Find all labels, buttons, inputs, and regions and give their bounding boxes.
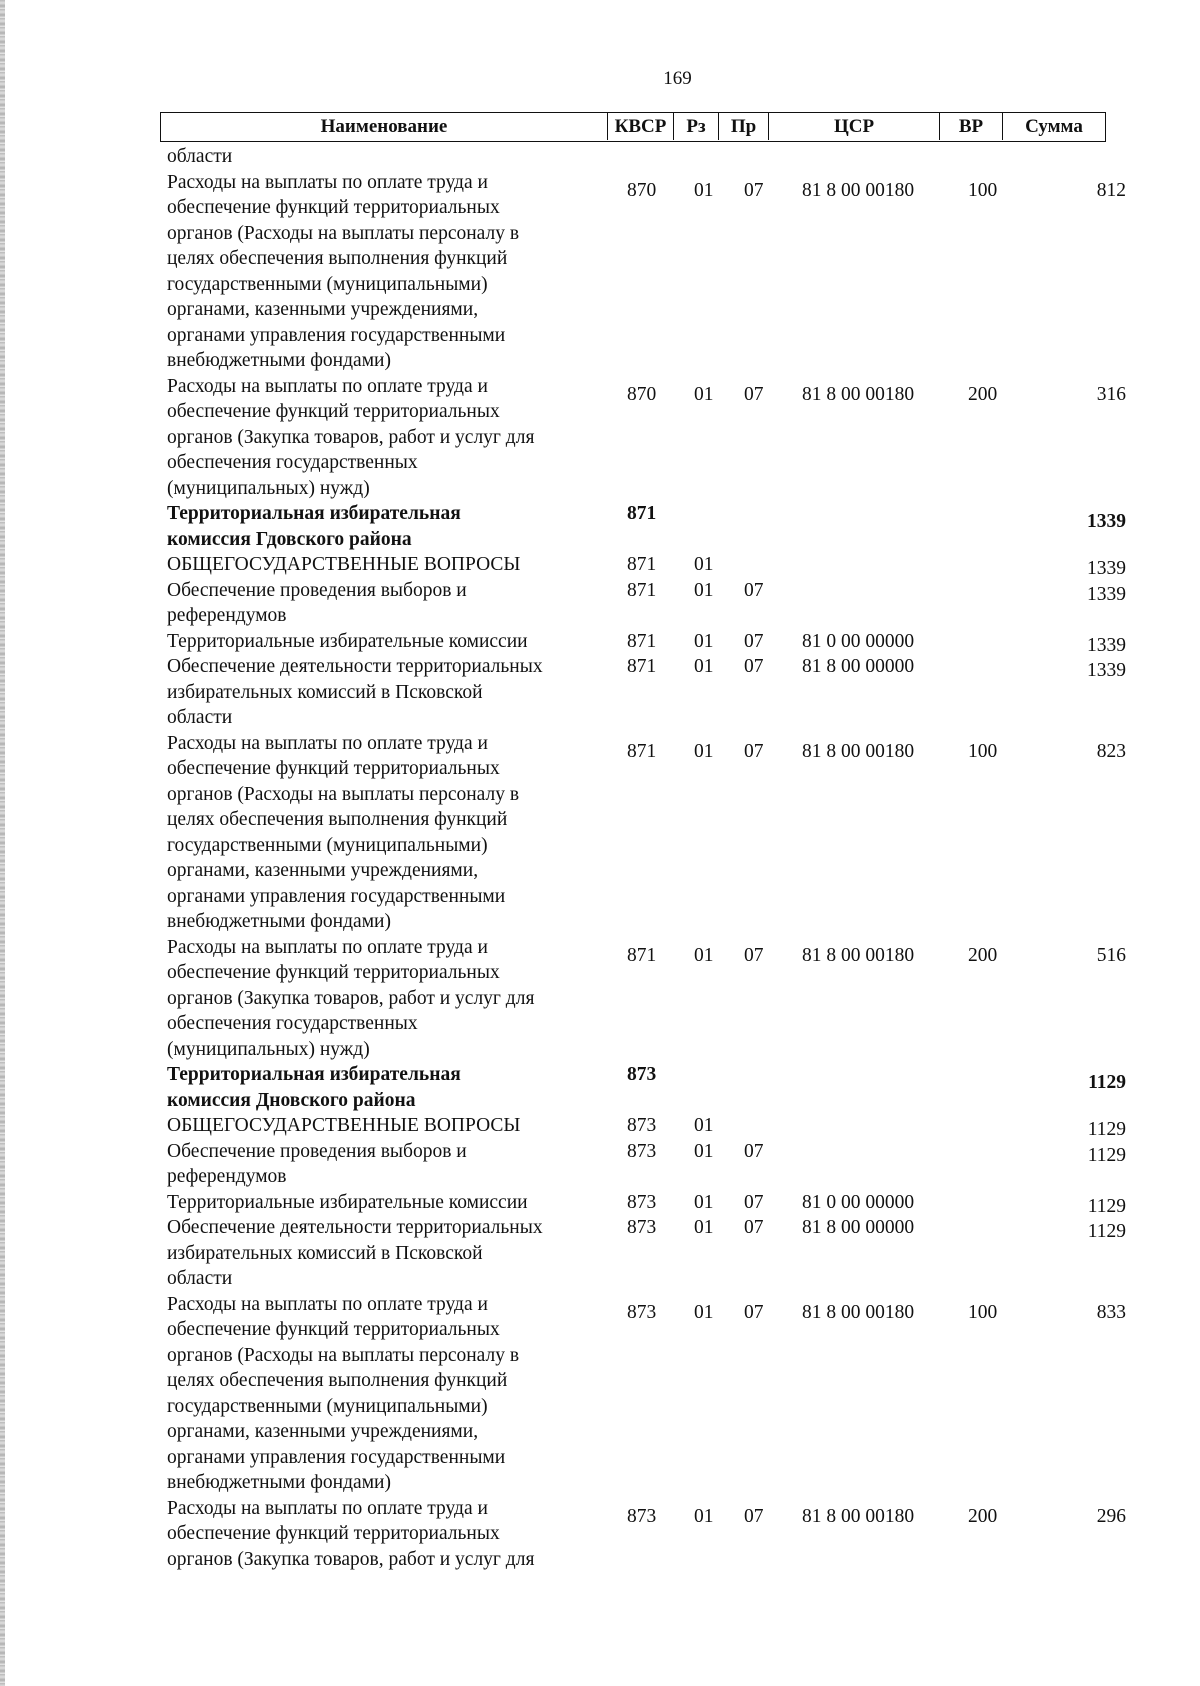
- row-name: [167, 1062, 607, 1113]
- row-name: [167, 1113, 607, 1139]
- row-name-line: внебюджетными фондами): [167, 1472, 391, 1493]
- cell-sum: 1339: [1087, 558, 1126, 579]
- cell-pr: 07: [744, 656, 764, 677]
- row-name-line: обеспечения государственных: [167, 1013, 418, 1034]
- cell-pr: 07: [744, 1217, 764, 1238]
- table-row: [0, 731, 1200, 935]
- cell-sum: 823: [1096, 740, 1126, 762]
- row-name-line: государственными (муниципальными): [167, 273, 488, 295]
- table-row: [0, 1496, 1200, 1573]
- row-name-line: органов (Закупка товаров, работ и услуг для: [167, 426, 535, 448]
- row-name-line: обеспечения государственных: [167, 452, 418, 473]
- cell-sum: 1339: [1087, 660, 1126, 681]
- cell-sum: 1129: [1087, 1119, 1126, 1140]
- cell-rz: 01: [694, 1115, 714, 1136]
- table-row: [0, 374, 1200, 502]
- row-name-line: обеспечение функций территориальных: [167, 962, 500, 983]
- table-row: [0, 578, 1200, 629]
- row-name-line: избирательных комиссий в Псковской: [167, 1242, 483, 1264]
- table-row: [0, 654, 1200, 731]
- cell-pr: 07: [744, 944, 764, 966]
- row-name-line: целях обеспечения выполнения функций: [167, 1370, 508, 1391]
- cell-pr: 07: [744, 383, 764, 405]
- cell-vr: 200: [968, 383, 998, 405]
- cell-kvsr: 870: [627, 179, 657, 201]
- page-number: 169: [663, 68, 692, 89]
- row-name-line: (муниципальных) нужд): [167, 477, 370, 499]
- cell-sum: 316: [1096, 383, 1126, 405]
- header-rz: Рз: [673, 113, 718, 140]
- cell-kvsr: 873: [627, 1301, 657, 1323]
- row-name: [167, 1292, 607, 1496]
- table-row: [0, 1139, 1200, 1190]
- row-name-line: Территориальные избирательные комиссии: [167, 630, 528, 652]
- row-name: [167, 552, 607, 578]
- cell-rz: 01: [694, 554, 714, 575]
- cell-kvsr: 871: [627, 656, 657, 677]
- cell-rz: 01: [694, 383, 714, 405]
- row-name: [167, 374, 607, 502]
- cell-kvsr: 871: [627, 740, 657, 762]
- cell-pr: 07: [744, 740, 764, 762]
- cell-rz: 01: [694, 1505, 714, 1527]
- header-csr: ЦСР: [768, 113, 939, 140]
- header-vr: ВР: [939, 113, 1002, 140]
- row-name-line: органами управления государственными: [167, 324, 506, 346]
- row-name-line: области: [167, 146, 233, 167]
- row-name-line: органов (Закупка товаров, работ и услуг для: [167, 1548, 535, 1570]
- cell-csr: 81 0 00 00000: [802, 1191, 915, 1213]
- row-name-line: государственными (муниципальными): [167, 834, 488, 856]
- cell-csr: 81 8 00 00180: [802, 740, 915, 762]
- table-row: [0, 1190, 1200, 1216]
- row-name-line: органов (Закупка товаров, работ и услуг для: [167, 987, 535, 1009]
- table-row: [0, 1113, 1200, 1139]
- row-name-line: ОБЩЕГОСУДАРСТВЕННЫЕ ВОПРОСЫ: [167, 554, 521, 575]
- row-name-line: ОБЩЕГОСУДАРСТВЕННЫЕ ВОПРОСЫ: [167, 1115, 521, 1136]
- cell-rz: 01: [694, 579, 714, 601]
- row-name-line: органами управления государственными: [167, 885, 506, 907]
- cell-kvsr: 871: [627, 630, 657, 652]
- row-name: [167, 935, 607, 1063]
- row-name-line: избирательных комиссий в Псковской: [167, 681, 483, 703]
- row-name-line: обеспечение функций территориальных: [167, 1319, 500, 1340]
- cell-pr: 07: [744, 179, 764, 201]
- row-name-line: целях обеспечения выполнения функций: [167, 809, 508, 830]
- row-name-line: Территориальные избирательные комиссии: [167, 1191, 528, 1213]
- table-row: [0, 1062, 1200, 1113]
- row-name-line: органами, казенными учреждениями,: [167, 860, 479, 881]
- row-name: [167, 629, 607, 655]
- table-row: [0, 501, 1200, 552]
- cell-rz: 01: [694, 944, 714, 966]
- row-name-line: Расходы на выплаты по оплате труда и: [167, 1293, 488, 1315]
- table-row: [0, 629, 1200, 655]
- cell-kvsr: 871: [627, 579, 657, 601]
- cell-csr: 81 8 00 00180: [802, 944, 915, 966]
- row-name-line: органов (Расходы на выплаты персоналу в: [167, 1344, 520, 1366]
- cell-csr: 81 8 00 00180: [802, 383, 915, 405]
- cell-pr: 07: [744, 1301, 764, 1323]
- row-name: [167, 654, 607, 731]
- cell-kvsr: 873: [627, 1217, 657, 1238]
- row-name-line: (муниципальных) нужд): [167, 1038, 370, 1060]
- cell-vr: 100: [968, 1301, 998, 1323]
- row-name-line: референдумов: [167, 1166, 287, 1187]
- row-name: [167, 144, 607, 170]
- row-name-line: Обеспечение проведения выборов и: [167, 579, 467, 601]
- cell-kvsr: 873: [627, 1191, 657, 1213]
- table-row: [0, 1292, 1200, 1496]
- table-row: [0, 170, 1200, 374]
- row-name: [167, 1190, 607, 1216]
- cell-sum: 812: [1096, 179, 1126, 201]
- cell-vr: 200: [968, 1505, 998, 1527]
- cell-kvsr: 873: [627, 1115, 657, 1136]
- row-name-line: Территориальная избирательная: [167, 1064, 461, 1085]
- cell-csr: 81 8 00 00180: [802, 179, 915, 201]
- row-name: [167, 578, 607, 629]
- row-name-line: органами управления государственными: [167, 1446, 506, 1468]
- cell-sum: 516: [1096, 944, 1126, 966]
- cell-kvsr: 871: [627, 503, 657, 524]
- row-name-line: органами, казенными учреждениями,: [167, 1421, 479, 1442]
- row-name-line: обеспечение функций территориальных: [167, 758, 500, 779]
- cell-sum: 1339: [1087, 511, 1126, 532]
- table-row: [0, 552, 1200, 578]
- row-name-line: области: [167, 1268, 233, 1289]
- cell-rz: 01: [694, 1217, 714, 1238]
- row-name: [167, 1215, 607, 1292]
- header-kvsr: КВСР: [607, 113, 673, 140]
- cell-pr: 07: [744, 579, 764, 601]
- row-name: [167, 170, 607, 374]
- cell-kvsr: 873: [627, 1064, 657, 1085]
- row-name: [167, 1139, 607, 1190]
- row-name-line: Территориальная избирательная: [167, 503, 461, 524]
- table-row: [0, 935, 1200, 1063]
- row-name: [167, 731, 607, 935]
- cell-sum: 833: [1096, 1301, 1126, 1323]
- cell-rz: 01: [694, 656, 714, 677]
- cell-kvsr: 870: [627, 383, 657, 405]
- cell-sum: 1339: [1087, 583, 1126, 605]
- row-name-line: области: [167, 707, 233, 728]
- cell-sum: 1129: [1087, 1221, 1126, 1242]
- cell-pr: 07: [744, 1140, 764, 1162]
- row-name-line: государственными (муниципальными): [167, 1395, 488, 1417]
- row-name-line: обеспечение функций территориальных: [167, 197, 500, 218]
- row-name-line: внебюджетными фондами): [167, 350, 391, 371]
- row-name-line: Обеспечение деятельности территориальных: [167, 656, 543, 677]
- cell-kvsr: 873: [627, 1505, 657, 1527]
- cell-csr: 81 0 00 00000: [802, 630, 915, 652]
- row-name-line: органами, казенными учреждениями,: [167, 299, 479, 320]
- table-row: [0, 1215, 1200, 1292]
- cell-sum: 1129: [1088, 1072, 1126, 1093]
- cell-sum: 1339: [1087, 634, 1126, 656]
- cell-pr: 07: [744, 1505, 764, 1527]
- row-name-line: органов (Расходы на выплаты персоналу в: [167, 783, 520, 805]
- cell-rz: 01: [694, 179, 714, 201]
- cell-pr: 07: [744, 630, 764, 652]
- row-name-line: Расходы на выплаты по оплате труда и: [167, 732, 488, 754]
- cell-kvsr: 871: [627, 944, 657, 966]
- cell-rz: 01: [694, 740, 714, 762]
- row-name-line: комиссия Гдовского района: [167, 528, 412, 550]
- cell-vr: 100: [968, 179, 998, 201]
- row-name: [167, 1496, 607, 1573]
- row-name-line: Обеспечение деятельности территориальных: [167, 1217, 543, 1238]
- cell-rz: 01: [694, 1191, 714, 1213]
- cell-pr: 07: [744, 1191, 764, 1213]
- row-name-line: внебюджетными фондами): [167, 911, 391, 932]
- cell-csr: 81 8 00 00000: [802, 656, 915, 677]
- cell-rz: 01: [694, 630, 714, 652]
- cell-rz: 01: [694, 1301, 714, 1323]
- row-name-line: комиссия Дновского района: [167, 1089, 416, 1111]
- table-header: [160, 112, 1106, 142]
- row-name: [167, 501, 607, 552]
- row-name-line: обеспечение функций территориальных: [167, 1523, 500, 1544]
- row-name-line: обеспечение функций территориальных: [167, 401, 500, 422]
- cell-sum: 1129: [1087, 1195, 1126, 1217]
- cell-vr: 100: [968, 740, 998, 762]
- header-name: Наименование: [320, 116, 448, 137]
- cell-kvsr: 873: [627, 1140, 657, 1162]
- row-name-line: Расходы на выплаты по оплате труда и: [167, 171, 488, 193]
- cell-kvsr: 871: [627, 554, 657, 575]
- cell-csr: 81 8 00 00180: [802, 1301, 915, 1323]
- header-pr: Пр: [718, 113, 768, 140]
- row-name-line: целях обеспечения выполнения функций: [167, 248, 508, 269]
- row-name-line: референдумов: [167, 605, 287, 626]
- row-name-line: Расходы на выплаты по оплате труда и: [167, 375, 488, 397]
- header-sum: Сумма: [1002, 113, 1105, 140]
- table-row: [0, 144, 1200, 170]
- row-name-line: органов (Расходы на выплаты персоналу в: [167, 222, 520, 244]
- cell-csr: 81 8 00 00180: [802, 1505, 915, 1527]
- row-name-line: Расходы на выплаты по оплате труда и: [167, 936, 488, 958]
- cell-csr: 81 8 00 00000: [802, 1217, 915, 1238]
- row-name-line: Обеспечение проведения выборов и: [167, 1140, 467, 1162]
- cell-sum: 296: [1096, 1505, 1126, 1527]
- row-name-line: Расходы на выплаты по оплате труда и: [167, 1497, 488, 1519]
- cell-rz: 01: [694, 1140, 714, 1162]
- cell-sum: 1129: [1087, 1144, 1126, 1166]
- cell-vr: 200: [968, 944, 998, 966]
